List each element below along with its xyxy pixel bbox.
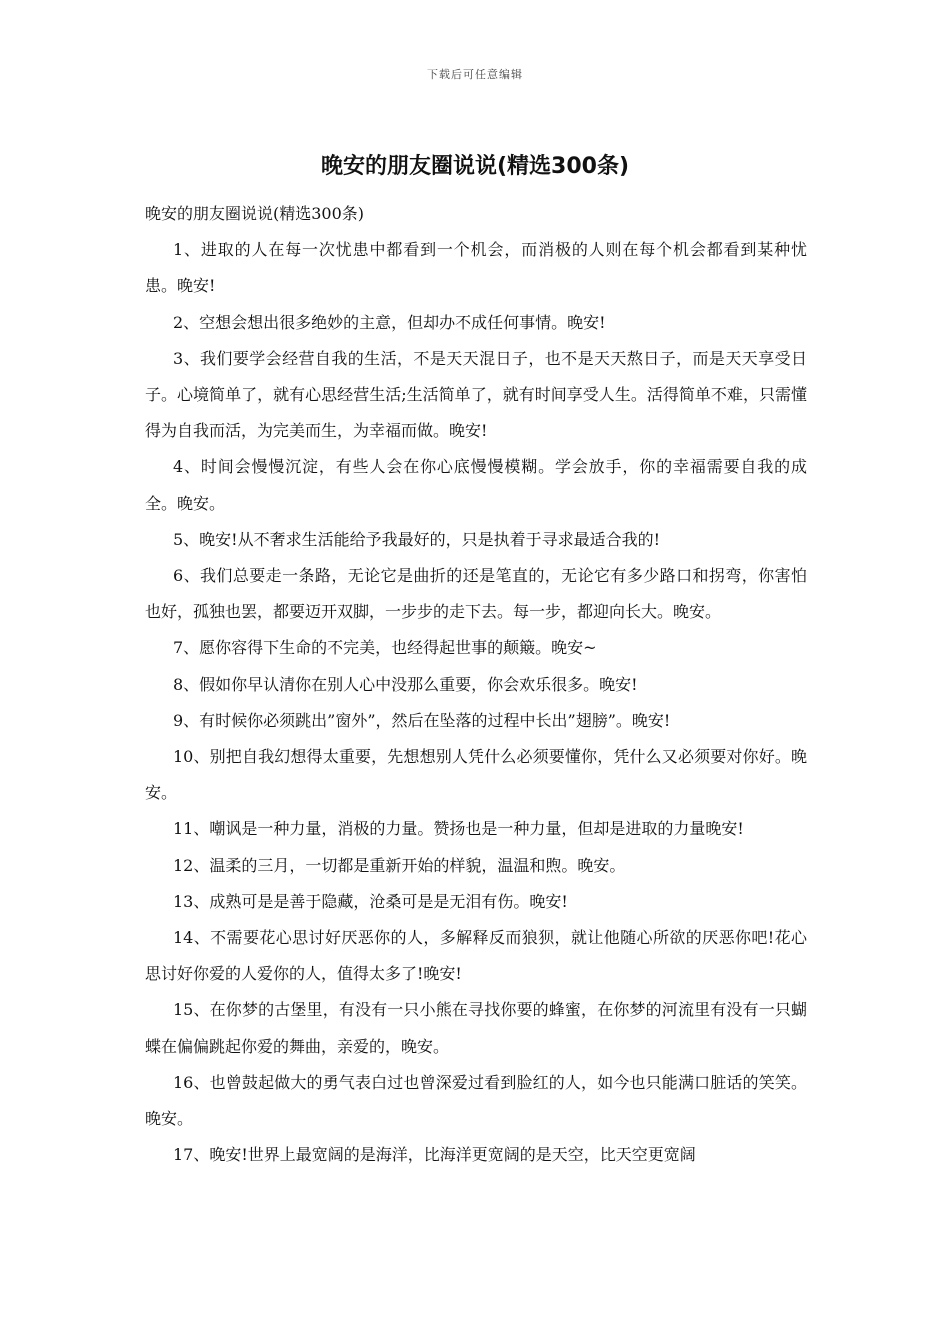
paragraph-4: 4、时间会慢慢沉淀，有些人会在你心底慢慢模糊。学会放手，你的幸福需要自我的成全。晚安。 [145, 457, 807, 513]
paragraph-5: 5、晚安!从不奢求生活能给予我最好的，只是执着于寻求最适合我的! [173, 529, 661, 549]
header-note: 下载后可任意编辑 [427, 68, 523, 81]
paragraph-1: 1、进取的人在每一次忧患中都看到一个机会，而消极的人则在每个机会都看到某种忧患。晚安! [145, 240, 807, 296]
paragraph-16: 16、也曾鼓起做大的勇气表白过也曾深爱过看到脸红的人，如今也只能满口脏话的笑笑。晚安。 [145, 1072, 807, 1129]
paragraph-14: 14、不需要花心思讨好厌恶你的人，多解释反而狼狈，就让他随心所欲的厌恶你吧!花心思讨好你爱的人爱你的人，值得太多了!晚安! [145, 928, 807, 984]
paragraph-15: 15、在你梦的古堡里，有没有一只小熊在寻找你要的蜂蜜，在你梦的河流里有没有一只蝴蝶在偏偏跳起你爱的舞曲，亲爱的，晚安。 [145, 1000, 807, 1056]
paragraph-12: 12、温柔的三月，一切都是重新开始的样貌，温温和煦。晚安。 [173, 855, 626, 875]
document-title: 晚安的朋友圈说说(精选300条) [320, 154, 630, 179]
paragraph-6: 6、我们总要走一条路，无论它是曲折的还是笔直的，无论它有多少路口和拐弯，你害怕也好，孤独也罢，都要迈开双脚，一步步的走下去。每一步，都迎向长大。晚安。 [145, 566, 807, 622]
paragraph-7: 7、愿你容得下生命的不完美，也经得起世事的颠簸。晚安~ [173, 638, 597, 658]
paragraph-9: 9、有时候你必须跳出”窗外”，然后在坠落的过程中长出”翅膀”。晚安! [173, 710, 671, 730]
paragraph-17: 17、晚安!世界上最宽阔的是海洋，比海洋更宽阔的是天空，比天空更宽阔 [173, 1145, 696, 1165]
paragraph-13: 13、成熟可是是善于隐藏，沧桑可是是无泪有伤。晚安! [173, 891, 568, 911]
paragraph-8: 8、假如你早认清你在别人心中没那么重要，你会欢乐很多。晚安! [173, 674, 638, 694]
paragraph-10: 10、别把自我幻想得太重要，先想想别人凭什么必须要懂你，凭什么又必须要对你好。晚安。 [145, 747, 807, 803]
paragraph-11: 11、嘲讽是一种力量，消极的力量。赞扬也是一种力量，但却是进取的力量晚安! [173, 819, 744, 839]
document-body [145, 196, 807, 1173]
paragraph-3: 3、我们要学会经营自我的生活，不是天天混日子，也不是天天熬日子，而是天天享受日子。心境简单了，就有心思经营生活;生活简单了，就有时间享受人生。活得简单不难，只需懂得为自我而活，为完美而生，为幸福而做。晚安! [145, 348, 807, 441]
document-subtitle: 晚安的朋友圈说说(精选300条) [145, 204, 365, 223]
paragraph-2: 2、空想会想出很多绝妙的主意，但却办不成任何事情。晚安! [173, 312, 606, 332]
